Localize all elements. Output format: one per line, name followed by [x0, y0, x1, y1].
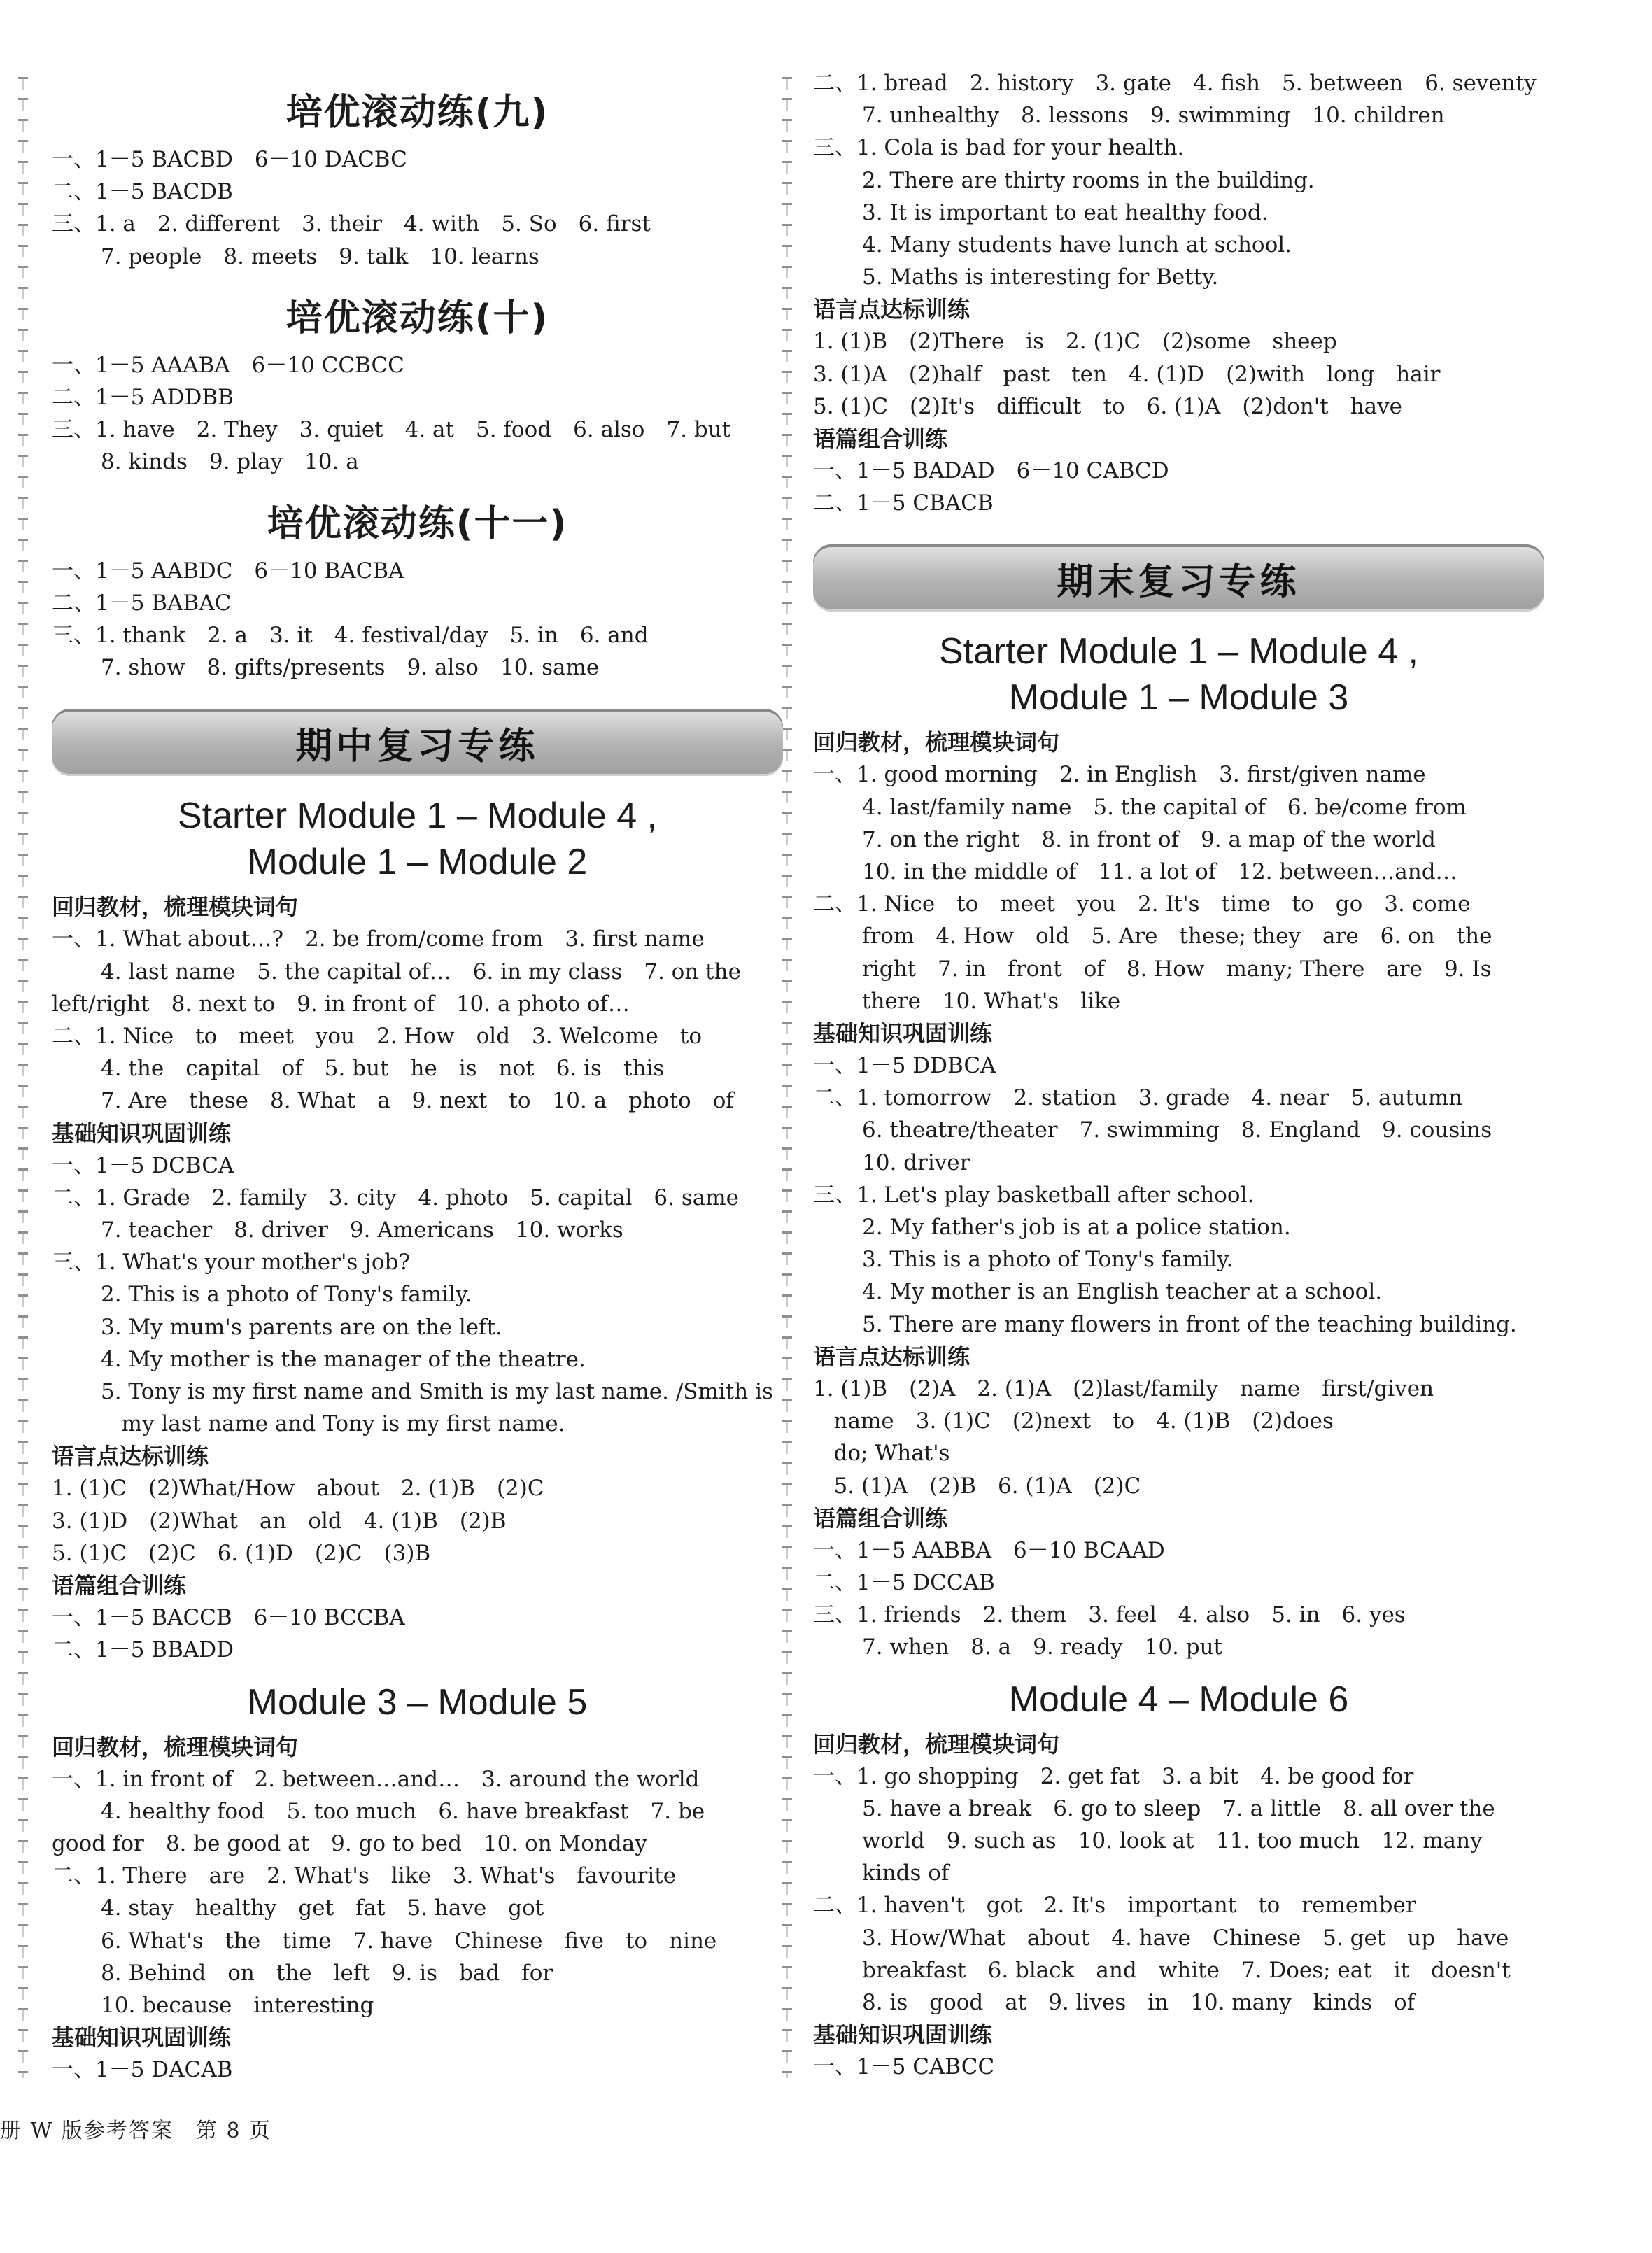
answer-line: 6. theatre/theater 7. swimming 8. England 9. cousins [862, 1117, 1492, 1143]
answer-line: 4. My mother is an English teacher at a school. [862, 1279, 1383, 1305]
answer-line: 2. There are thirty rooms in the building. [862, 167, 1315, 193]
answer-line: 二、1－5 BBADD [52, 1637, 234, 1663]
answer-line: 一、1－5 DCBCA [52, 1152, 234, 1178]
section-title: 培优滚动练(九) [285, 92, 549, 134]
subsection-heading: 回归教材，梳理模块词句 [52, 894, 299, 921]
answer-line: 三、1. a 2. different 3. their 4. with 5. So 6. first [52, 211, 651, 237]
answer-line: 8. is good at 9. lives in 10. many kinds of [862, 1989, 1416, 2015]
answer-line: 4. Many students have lunch at school. [862, 232, 1292, 258]
answer-line: 4. My mother is the manager of the theatre. [101, 1346, 586, 1372]
answer-line: 5. have a break 6. go to sleep 7. a little 8. all over the [862, 1795, 1495, 1821]
subsection-heading: 语篇组合训练 [813, 425, 948, 453]
answer-line: 10. because interesting [101, 1992, 374, 2018]
subsection-heading: 基础知识巩固训练 [813, 2021, 993, 2049]
answer-line: 2. My father's job is at a police station. [862, 1215, 1291, 1241]
answer-line: 7. people 8. meets 9. talk 10. learns [101, 243, 539, 269]
answer-line: 二、1. There are 2. What's like 3. What's favourite [52, 1863, 677, 1889]
answer-line: 6. What's the time 7. have Chinese five to nine [101, 1928, 717, 1954]
answer-line: 一、1. in front of 2. between…and… 3. around the world [52, 1766, 700, 1792]
answer-line: 三、1. have 2. They 3. quiet 4. at 5. food 6. also 7. but [52, 417, 731, 443]
answer-line: from 4. How old 5. Are these; they are 6. on the [862, 924, 1492, 949]
left-border-decoration [18, 77, 28, 2078]
answer-line: 三、1. Let's play basketball after school. [813, 1182, 1255, 1208]
module-title: Starter Module 1 – Module 4 , [177, 796, 658, 837]
answer-line: 1. (1)B (2)There is 2. (1)C (2)some sheep [813, 329, 1337, 355]
answer-line: 3. My mum's parents are on the left. [101, 1314, 502, 1340]
answer-line: left/right 8. next to 9. in front of 10. a photo of… [52, 991, 630, 1017]
answer-line: 三、1. Cola is bad for your health. [813, 135, 1185, 161]
answer-line: 7. on the right 8. in front of 9. a map of the world [862, 826, 1436, 852]
answer-line: 7. teacher 8. driver 9. Americans 10. works [101, 1217, 623, 1243]
section-banner: 期末复习专练 [813, 544, 1544, 612]
answer-line: 三、1. friends 2. them 3. feel 4. also 5. in 6. yes [813, 1602, 1406, 1628]
answer-line: do; What's [813, 1441, 950, 1467]
answer-line: 一、1. What about…? 2. be from/come from 3. first name [52, 926, 705, 952]
answer-line: 二、1. Nice to meet you 2. How old 3. Welcome to [52, 1024, 702, 1050]
answer-line: 3. (1)D (2)What an old 4. (1)B (2)B [52, 1508, 507, 1534]
answer-line: 二、1－5 ADDBB [52, 385, 234, 411]
answer-line: 二、1. bread 2. history 3. gate 4. fish 5. between 6. seventy [813, 71, 1537, 96]
section-banner: 期中复习专练 [52, 709, 783, 776]
subsection-heading: 语言点达标训练 [813, 296, 970, 323]
answer-line: 一、1－5 CABCC [813, 2054, 995, 2080]
answer-line: 三、1. What's your mother's job? [52, 1250, 410, 1276]
right-column [813, 67, 1544, 2083]
answer-line: 二、1. haven't got 2. It's important to remember [813, 1893, 1416, 1919]
answer-line: 一、1－5 BACCB 6－10 BCCBA [52, 1605, 405, 1631]
subsection-heading: 回归教材，梳理模块词句 [813, 729, 1060, 756]
answer-line: there 10. What's like [862, 988, 1121, 1014]
section-title: 培优滚动练(十) [285, 297, 549, 339]
answer-line: 二、1－5 DCCAB [813, 1569, 995, 1595]
answer-line: 二、1－5 BACDB [52, 179, 233, 205]
answer-line: 7. show 8. gifts/presents 9. also 10. same [101, 655, 600, 681]
subsection-heading: 语言点达标训练 [52, 1443, 209, 1470]
answer-line: 二、1. Grade 2. family 3. city 4. photo 5. capital 6. same [52, 1185, 739, 1210]
answer-line: right 7. in front of 8. How many; There are 9. Is [862, 956, 1492, 982]
answer-line: 3. (1)A (2)half past ten 4. (1)D (2)with long hair [813, 361, 1441, 387]
answer-line: 3. This is a photo of Tony's family. [862, 1247, 1234, 1273]
answer-line: 3. How/What about 4. have Chinese 5. get up have [862, 1925, 1509, 1951]
subsection-heading: 回归教材，梳理模块词句 [813, 1730, 1060, 1758]
answer-line: 4. stay healthy get fat 5. have got [101, 1895, 544, 1921]
answer-line: kinds of [862, 1860, 949, 1886]
module-title: Module 1 – Module 3 [1008, 677, 1349, 719]
subsection-heading: 回归教材，梳理模块词句 [52, 1733, 299, 1760]
answer-line: 7. unhealthy 8. lessons 9. swimming 10. children [862, 103, 1445, 129]
section-title: 培优滚动练(十一) [267, 502, 568, 545]
answer-line: 1. (1)C (2)What/How about 2. (1)B (2)C [52, 1476, 544, 1502]
answer-line: 4. healthy food 5. too much 6. have breakfast 7. be [101, 1798, 705, 1824]
column-divider-decoration [782, 77, 792, 2078]
module-title: Module 3 – Module 5 [247, 1681, 588, 1723]
subsection-heading: 基础知识巩固训练 [52, 2024, 232, 2051]
answer-line: 4. last/family name 5. the capital of 6. be/come from [862, 794, 1467, 820]
answer-line: 8. kinds 9. play 10. a [101, 449, 359, 475]
answer-line: 2. This is a photo of Tony's family. [101, 1282, 472, 1308]
answer-line: world 9. such as 10. look at 11. too much 12. many [862, 1828, 1483, 1853]
answer-line: name 3. (1)C (2)next to 4. (1)B (2)does [813, 1408, 1334, 1434]
subsection-heading: 基础知识巩固训练 [813, 1020, 993, 1047]
answer-line: 5. (1)C (2)It's difficult to 6. (1)A (2)don't have [813, 393, 1403, 419]
answer-line: my last name and Tony is my first name. [101, 1411, 565, 1437]
subsection-heading: 语篇组合训练 [813, 1504, 948, 1532]
answer-line: 5. There are many flowers in front of the teaching building. [862, 1311, 1517, 1337]
answer-line: 1. (1)B (2)A 2. (1)A (2)last/family name first/given [813, 1376, 1434, 1401]
page-footer: 册 W 版参考答案 第 8 页 [0, 2119, 272, 2143]
answer-line: 一、1－5 BACBD 6－10 DACBC [52, 147, 407, 172]
answer-line: 一、1－5 DACAB [52, 2057, 233, 2083]
answer-line: 7. when 8. a 9. ready 10. put [862, 1634, 1223, 1660]
answer-line: 一、1－5 AABBA 6－10 BCAAD [813, 1537, 1165, 1563]
answer-line: 一、1. good morning 2. in English 3. first/given name [813, 762, 1426, 788]
answer-line: 二、1. Nice to meet you 2. It's time to go 3. come [813, 891, 1471, 917]
answer-line: 一、1－5 BADAD 6－10 CABCD [813, 458, 1169, 484]
answer-line: 5. Maths is interesting for Betty. [862, 264, 1219, 290]
module-title: Module 1 – Module 2 [247, 842, 588, 883]
answer-line: 一、1－5 DDBCA [813, 1053, 996, 1079]
answer-line: 4. the capital of 5. but he is not 6. is this [101, 1056, 665, 1082]
answer-line: 一、1－5 AAABA 6－10 CCBCC [52, 352, 404, 378]
answer-line: 8. Behind on the left 9. is bad for [101, 1960, 553, 1986]
left-column [52, 67, 783, 2086]
answer-line: good for 8. be good at 9. go to bed 10. on Monday [52, 1830, 647, 1856]
subsection-heading: 语言点达标训练 [813, 1343, 970, 1370]
answer-line: 5. Tony is my first name and Smith is my last name. /Smith is [101, 1379, 773, 1405]
answer-line: 二、1－5 BABAC [52, 590, 232, 616]
answer-line: breakfast 6. black and white 7. Does; eat it doesn't [862, 1957, 1511, 1983]
answer-line: 二、1. tomorrow 2. station 3. grade 4. near 5. autumn [813, 1085, 1463, 1111]
subsection-heading: 基础知识巩固训练 [52, 1120, 232, 1147]
module-title: Module 4 – Module 6 [1008, 1679, 1349, 1720]
module-title: Starter Module 1 – Module 4 , [938, 631, 1419, 672]
answer-line: 10. in the middle of 11. a lot of 12. between…and… [862, 859, 1457, 885]
answer-line: 二、1－5 CBACB [813, 490, 994, 516]
answer-line: 7. Are these 8. What a 9. next to 10. a photo of [101, 1088, 734, 1114]
answer-line: 4. last name 5. the capital of… 6. in my class 7. on the [101, 959, 741, 984]
answer-line: 5. (1)A (2)B 6. (1)A (2)C [813, 1473, 1141, 1499]
answer-line: 5. (1)C (2)C 6. (1)D (2)C (3)B [52, 1540, 431, 1566]
answer-line: 三、1. thank 2. a 3. it 4. festival/day 5. in 6. and [52, 623, 649, 649]
answer-line: 3. It is important to eat healthy food. [862, 199, 1269, 225]
subsection-heading: 语篇组合训练 [52, 1572, 187, 1599]
answer-line: 一、1. go shopping 2. get fat 3. a bit 4. be good for [813, 1763, 1414, 1789]
answer-line: 一、1－5 AABDC 6－10 BACBA [52, 558, 404, 584]
answer-line: 10. driver [862, 1150, 970, 1175]
